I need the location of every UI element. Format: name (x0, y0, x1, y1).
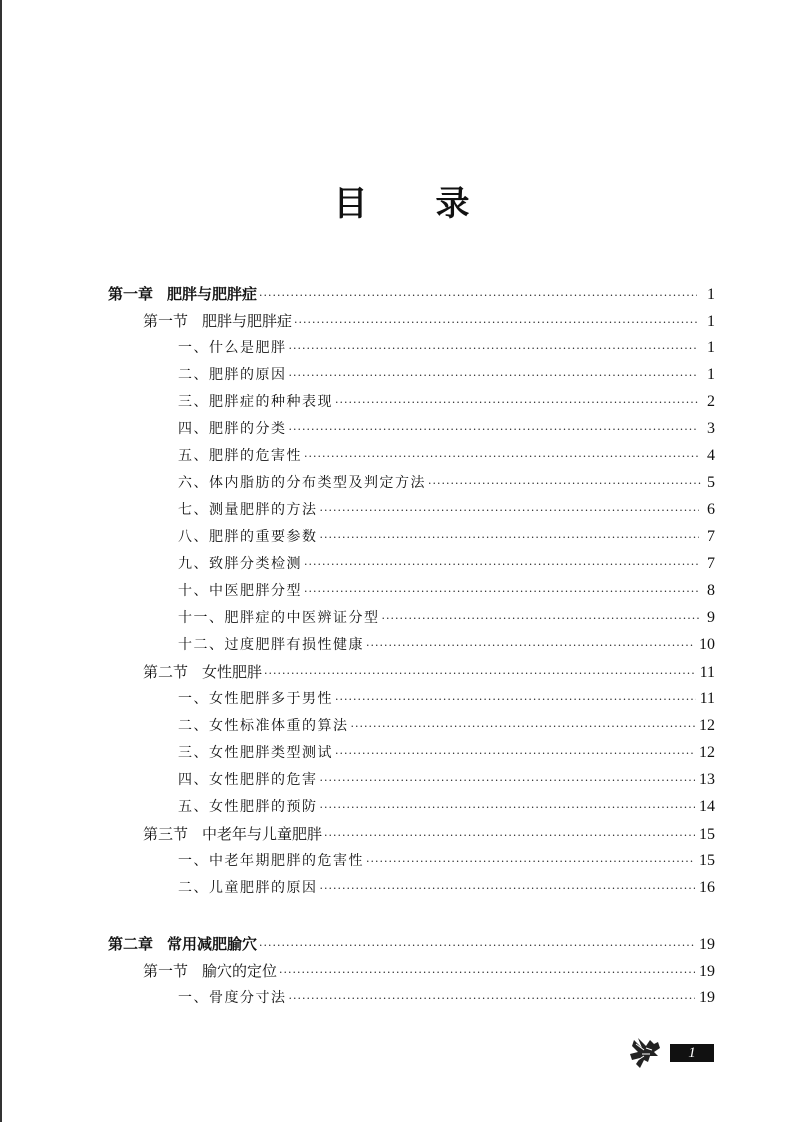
toc-entry-chapter[interactable] (108, 933, 715, 955)
toc-entry-title: 五、肥胖的危害性 (178, 448, 302, 464)
dot-leader (324, 825, 695, 847)
toc-entry-title: 二、肥胖的原因 (178, 367, 287, 383)
toc-entry-item[interactable] (178, 391, 715, 413)
dot-leader (382, 608, 701, 630)
toc-entry-item[interactable] (178, 987, 715, 1009)
toc-entry-item[interactable] (178, 796, 715, 818)
toc-entry-title: 七、测量肥胖的方法 (178, 502, 318, 518)
toc-entry-title: 一、中老年期肥胖的危害性 (178, 853, 364, 869)
toc-entry-title: 五、女性肥胖的预防 (178, 799, 318, 815)
toc-entry-label (178, 796, 320, 818)
cupid-icon (624, 1034, 668, 1072)
toc-entry-section[interactable] (143, 823, 715, 845)
toc-entry-label (178, 688, 335, 710)
toc-entry-title: 女性肥胖 (202, 663, 263, 681)
toc-entry-item[interactable] (178, 364, 715, 386)
toc-entry-item[interactable] (178, 445, 715, 467)
toc-entry-label (143, 310, 294, 332)
toc-entry-item[interactable] (178, 634, 715, 656)
dot-leader (335, 743, 695, 765)
toc-entry-label (178, 769, 320, 791)
dot-leader (351, 716, 696, 738)
dot-leader (259, 285, 697, 307)
toc-entry-label (178, 634, 366, 656)
toc-entry-title: 九、致胖分类检测 (178, 556, 302, 572)
toc-entry-page: 7 (707, 528, 715, 545)
toc-entry-label (178, 715, 351, 737)
toc-entry-page: 8 (707, 582, 715, 599)
toc-entry-page: 9 (707, 609, 715, 626)
toc-entry-label (143, 960, 279, 982)
toc-entry-page: 1 (707, 366, 715, 383)
toc-entry-title: 常用减肥腧穴 (167, 935, 258, 953)
toc-entry-label (108, 933, 259, 955)
toc-entry-page: 1 (707, 339, 715, 356)
dot-leader (304, 554, 698, 576)
dot-leader (289, 365, 698, 387)
toc-entry-title: 十一、肥胖症的中医辨证分型 (178, 610, 380, 626)
toc-entry-number: 第一节 (143, 962, 189, 980)
toc-entry-page: 6 (707, 501, 715, 518)
dot-leader (366, 851, 695, 873)
toc-entry-label (178, 472, 428, 494)
toc-entry-title: 四、肥胖的分类 (178, 421, 287, 437)
toc-entry-page: 1 (707, 313, 715, 330)
toc-entry-page: 10 (699, 636, 715, 653)
toc-entry-label (178, 987, 289, 1009)
dot-leader (264, 663, 696, 685)
dot-leader (428, 473, 702, 495)
toc-entry-item[interactable] (178, 877, 715, 899)
toc-entry-item[interactable] (178, 499, 715, 521)
dot-leader (320, 797, 696, 819)
toc-entry-label (178, 553, 304, 575)
toc-entry-page: 2 (707, 393, 715, 410)
dot-leader (289, 338, 698, 360)
toc-entry-page: 19 (699, 963, 715, 980)
toc-entry-item[interactable] (178, 688, 715, 710)
toc-entry-title: 三、肥胖症的种种表现 (178, 394, 333, 410)
toc-entry-section[interactable] (143, 960, 715, 982)
toc-entry-title: 四、女性肥胖的危害 (178, 772, 318, 788)
toc-entry-page: 7 (707, 555, 715, 572)
toc-entry-label (178, 418, 289, 440)
page-title: 目录 (333, 184, 538, 224)
toc-entry-page: 16 (699, 879, 715, 896)
toc-entry-item[interactable] (178, 715, 715, 737)
toc-entry-title: 十、中医肥胖分型 (178, 583, 302, 599)
dot-leader (320, 500, 699, 522)
toc-entry-section[interactable] (143, 661, 715, 683)
toc-entry-page: 15 (699, 852, 715, 869)
dot-leader (320, 878, 696, 900)
dot-leader (320, 527, 699, 549)
dot-leader (279, 962, 695, 984)
toc-entry-page: 1 (707, 286, 715, 303)
toc-entry-item[interactable] (178, 472, 715, 494)
toc-entry-page: 19 (699, 989, 715, 1006)
toc-entry-item[interactable] (178, 337, 715, 359)
toc-entry-page: 11 (699, 690, 715, 707)
toc-entry-number: 第一章 (108, 285, 154, 303)
toc-entry-title: 十二、过度肥胖有损性健康 (178, 637, 364, 653)
dot-leader (294, 312, 698, 334)
toc-entry-label (178, 850, 366, 872)
toc-entry-number: 第二章 (108, 935, 154, 953)
dot-leader (304, 446, 698, 468)
toc-entry-label (178, 580, 304, 602)
toc-entry-page: 4 (707, 447, 715, 464)
toc-entry-label (178, 364, 289, 386)
toc-entry-item[interactable] (178, 580, 715, 602)
toc-entry-label (178, 445, 304, 467)
dot-leader (259, 935, 695, 957)
toc-entry-item[interactable] (178, 850, 715, 872)
toc-entry-item[interactable] (178, 418, 715, 440)
toc-entry-number: 第三节 (143, 825, 189, 843)
toc-entry-page: 15 (699, 826, 715, 843)
dot-leader (366, 635, 695, 657)
dot-leader (335, 689, 696, 711)
toc-entry-title: 八、肥胖的重要参数 (178, 529, 318, 545)
page-left-edge (0, 0, 2, 1122)
dot-leader (304, 581, 698, 603)
toc-entry-label (178, 607, 382, 629)
toc-entry-number: 第一节 (143, 312, 189, 330)
page-number-badge (624, 1034, 716, 1068)
toc-entry-label (178, 742, 335, 764)
toc-entry-page: 5 (707, 474, 715, 491)
toc-entry-title: 二、儿童肥胖的原因 (178, 880, 318, 896)
toc-entry-number: 第二节 (143, 663, 189, 681)
toc-entry-title: 六、体内脂肪的分布类型及判定方法 (178, 475, 426, 491)
toc-entry-label (178, 877, 320, 899)
toc-entry-page: 13 (699, 771, 715, 788)
toc-entry-label (143, 661, 264, 683)
toc-entry-title: 肥胖与肥胖症 (167, 285, 258, 303)
toc-entry-page: 12 (699, 744, 715, 761)
dot-leader (289, 988, 696, 1010)
page-number: 1 (670, 1044, 714, 1062)
toc-entry-page: 11 (699, 664, 715, 681)
toc-entry-label (178, 391, 335, 413)
toc-entry-item[interactable] (178, 769, 715, 791)
toc-entry-title: 一、骨度分寸法 (178, 990, 287, 1006)
toc-entry-title: 一、女性肥胖多于男性 (178, 691, 333, 707)
toc-entry-title: 一、什么是肥胖 (178, 340, 287, 356)
toc-entry-page: 12 (699, 717, 715, 734)
toc-entry-title: 二、女性标准体重的算法 (178, 718, 349, 734)
dot-leader (335, 392, 699, 414)
toc-entry-title: 腧穴的定位 (202, 962, 278, 980)
toc-entry-label (178, 499, 320, 521)
toc-entry-page: 19 (699, 936, 715, 953)
toc-entry-page: 14 (699, 798, 715, 815)
toc-entry-item[interactable] (178, 607, 715, 629)
toc-entry-title: 三、女性肥胖类型测试 (178, 745, 333, 761)
toc-entry-page: 3 (707, 420, 715, 437)
toc-entry-item[interactable] (178, 553, 715, 575)
dot-leader (320, 770, 696, 792)
toc-entry-label (178, 337, 289, 359)
toc-entry-label (143, 823, 324, 845)
toc-entry-item[interactable] (178, 742, 715, 764)
toc-entry-item[interactable] (178, 526, 715, 548)
toc-entry-title: 肥胖与肥胖症 (202, 312, 293, 330)
toc-entry-section[interactable] (143, 310, 715, 332)
toc-entry-label (108, 283, 259, 305)
toc-entry-label (178, 526, 320, 548)
toc-entry-title: 中老年与儿童肥胖 (202, 825, 323, 843)
dot-leader (289, 419, 698, 441)
toc-entry-chapter[interactable] (108, 283, 715, 305)
